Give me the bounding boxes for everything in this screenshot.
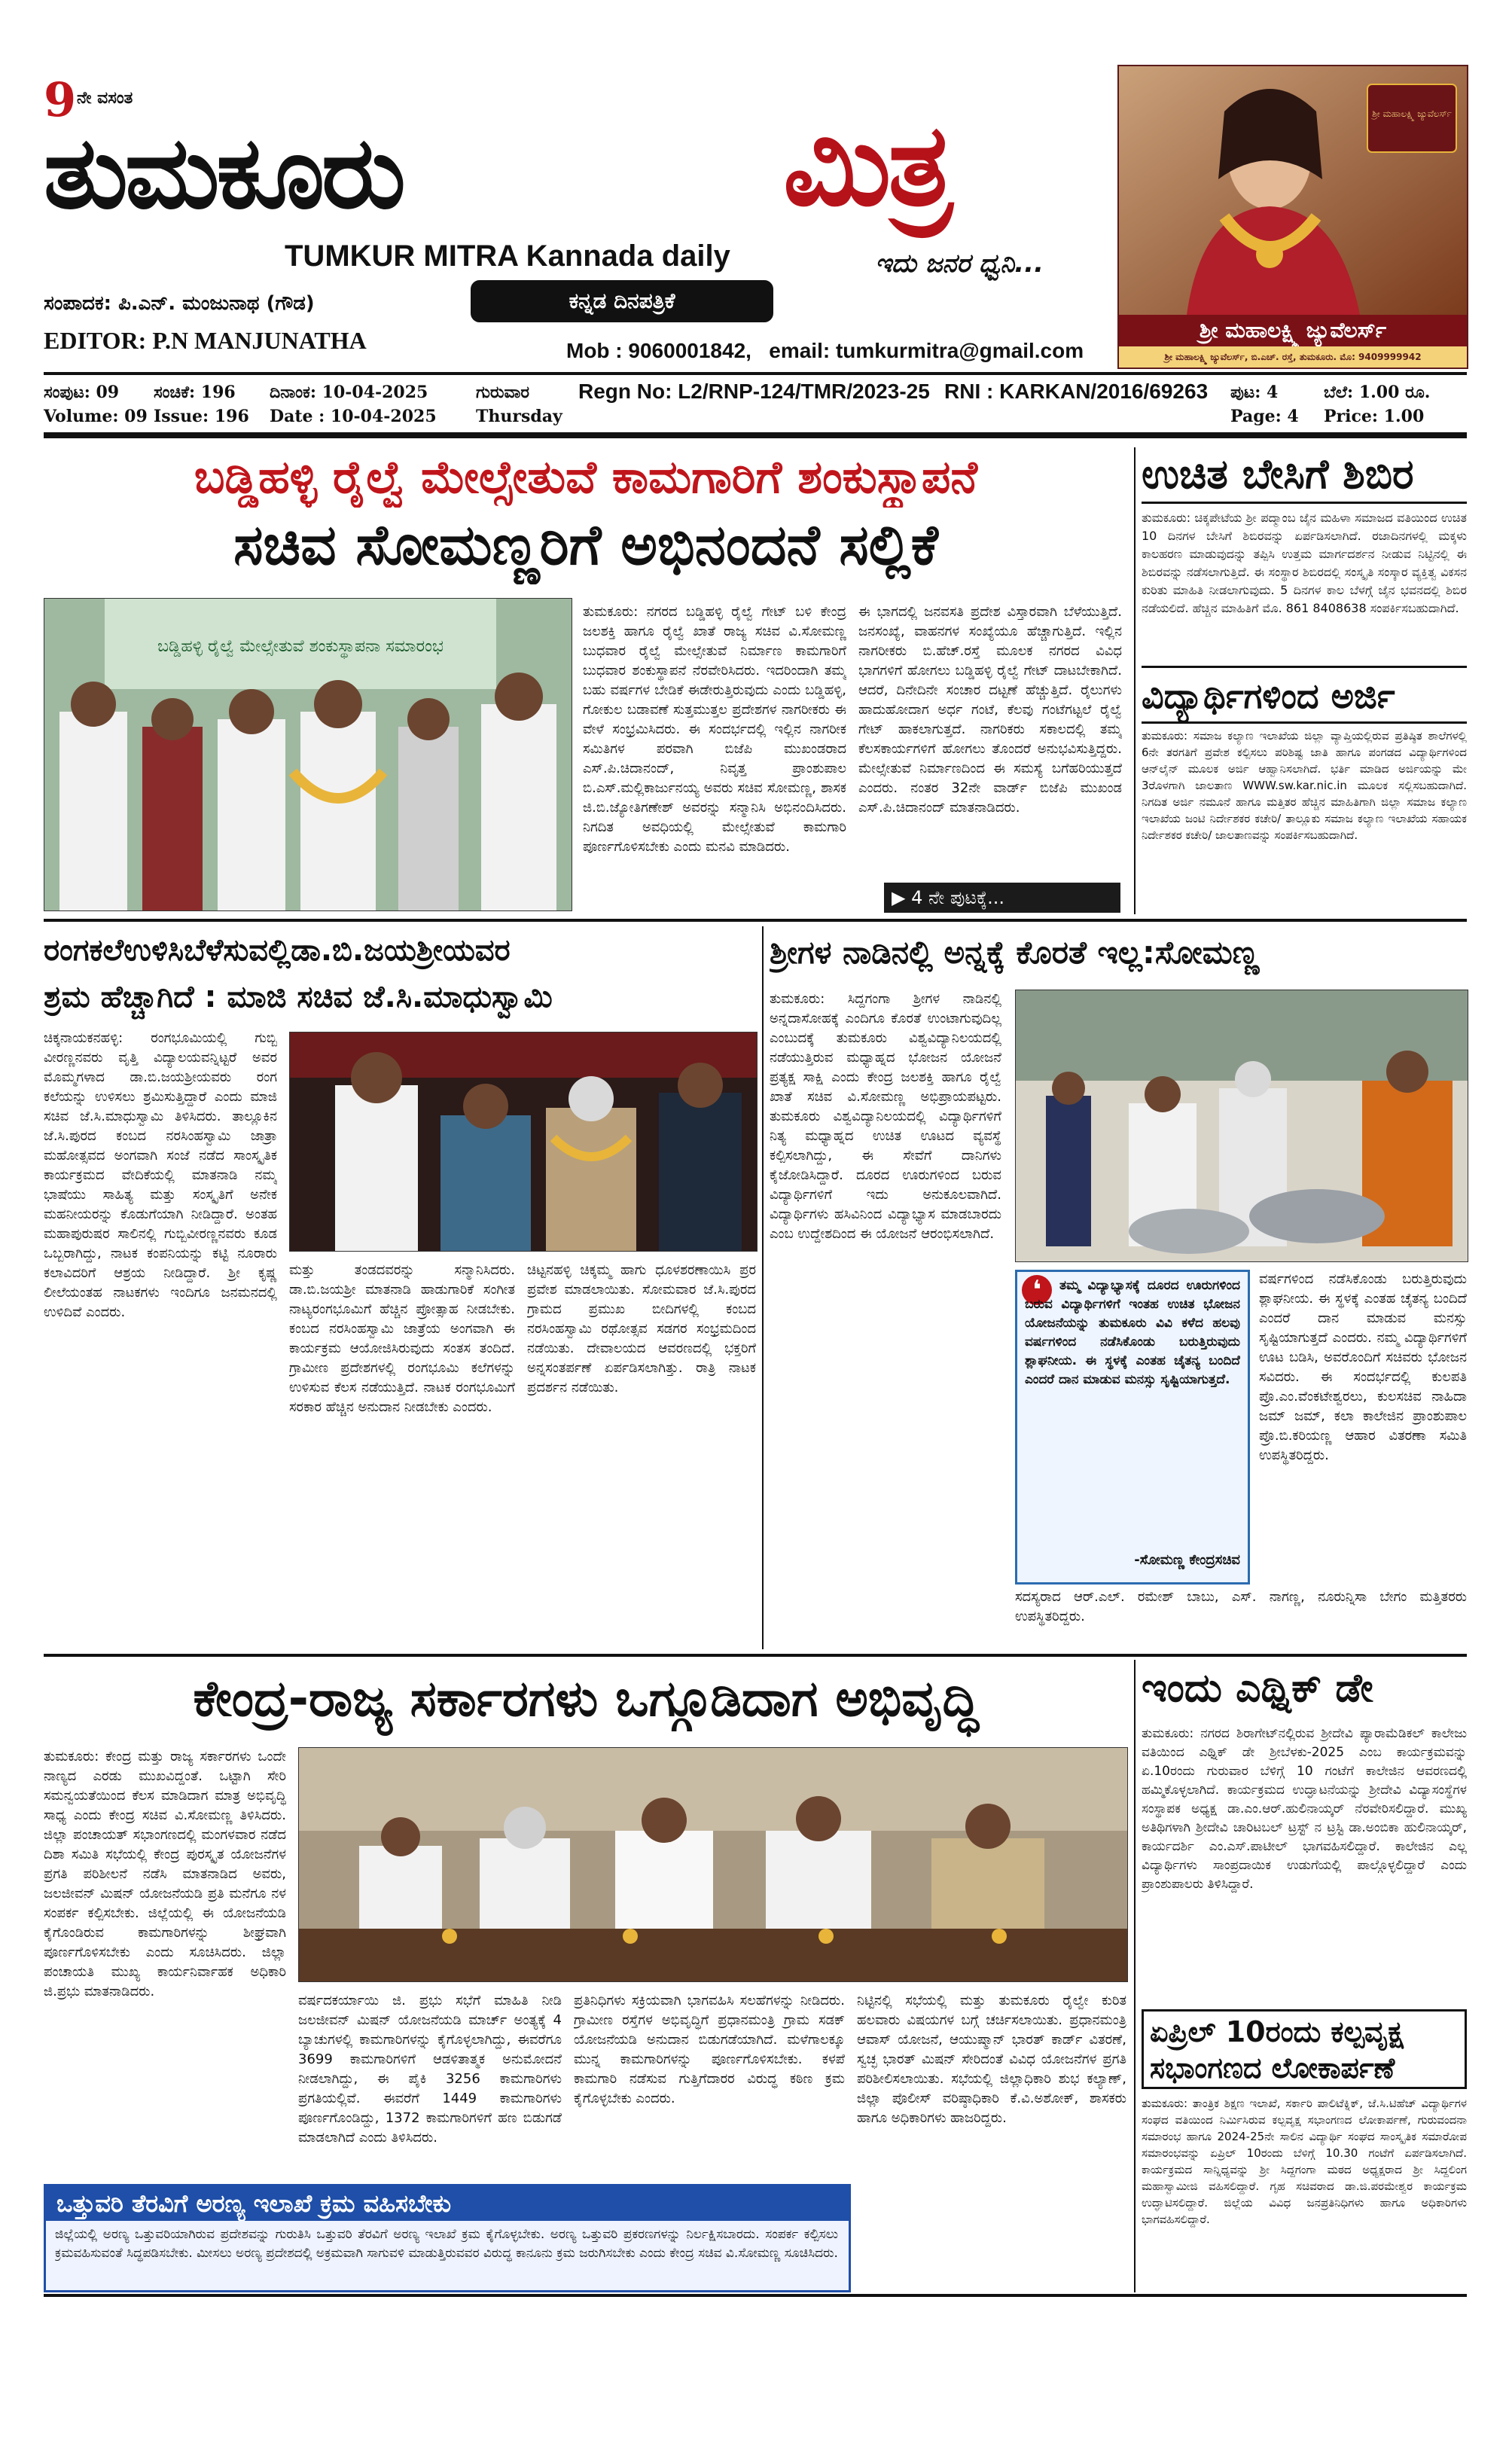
kalpavriksha-headline-line-2: ಸಭಾಂಗಣದ ಲೋಕಾರ್ಪಣೆ	[1150, 2051, 1395, 2085]
camp-headline: ಉಚಿತ ಬೇಸಿಗೆ ಶಿಬಿರ	[1142, 447, 1467, 504]
kalpavriksha-header	[1142, 2009, 1467, 2089]
ethnic-body: ತುಮಕೂರು: ನಗರದ ಶಿರಾಗೇಟ್‌ನಲ್ಲಿರುವ ಶ್ರೀದೇವಿ ಪ್ಯಾರಾಮೆಡಿಕಲ್ ಕಾಲೇಜು ವತಿಯಿಂದ ಎಥ್ನಿಕ್ ಡೇ ಶ್ರೀಬೆಳಕು-2025 ಎಂಬ ಕಾರ್ಯಕ್ರಮವನ್ನು ಏ.10ರಂದು ಗುರುವಾರ ಬೆಳಿಗ್ಗೆ 10 ಗಂಟೆಗೆ ಕಾಲೇಜಿನ ಆವರಣದಲ್ಲಿ ಹಮ್ಮಿಕೊಳ್ಳಲಾಗಿದೆ. ಕಾರ್ಯಕ್ರಮದ ಉದ್ಘಾಟನೆಯನ್ನು ಶ್ರೀದೇವಿ ವಿದ್ಯಾಸಂಸ್ಥೆಗಳ ಸಂಸ್ಥಾಪಕ ಅಧ್ಯಕ್ಷ ಡಾ.ಎಂ.ಆರ್.ಹುಲಿನಾಯ್ಕರ್ ನೆರವೇರಿಸಲಿದ್ದಾರೆ. ಮುಖ್ಯ ಅತಿಥಿಗಳಾಗಿ ಶ್ರೀದೇವಿ ಚಾರಿಟಬಲ್ ಟ್ರಸ್ಟ್ ನ ಟ್ರಸ್ಟಿ ಡಾ.ಅಂಬಿಕಾ ಹುಲಿನಾಯ್ಕರ್, ಕಾರ್ಯದರ್ಶಿ ಎಂ.ಎಸ್.ಪಾಟೀಲ್ ಭಾಗವಹಿಸಲಿದ್ದಾರೆ. ಕಾಲೇಜಿನ ಎಲ್ಲ ವಿದ್ಯಾರ್ಥಿಗಳು ಸಾಂಪ್ರದಾಯಿಕ ಉಡುಗೆಯಲ್ಲಿ ಪಾಲ್ಗೊಳ್ಳಲಿದ್ದಾರೆ ಎಂದು ಪ್ರಾಂಶುಪಾಲರು ತಿಳಿಸಿದ್ದಾರೆ.	[1142, 1726, 1467, 1892]
forest-headline: ಒತ್ತುವರಿ ತೆರವಿಗೆ ಅರಣ್ಯ ಇಲಾಖೆ ಕ್ರಮ ವಹಿಸಬೇಕು	[46, 2186, 851, 2221]
daily-badge: ಕನ್ನಡ ದಿನಪತ್ರಿಕೆ	[471, 280, 773, 322]
ethnic-story	[1142, 1660, 1467, 2006]
kalpavriksha-story	[1142, 2009, 1467, 2292]
lead-column-2: ಈ ಭಾಗದಲ್ಲಿ ಜನವಸತಿ ಪ್ರದೇಶ ವಿಸ್ತಾರವಾಗಿ ಬೆಳೆಯುತ್ತಿದೆ. ಜನಸಂಖ್ಯೆ, ವಾಹನಗಳ ಸಂಖ್ಯೆಯೂ ಹೆಚ್ಚಾಗುತ್ತಿದೆ. ಇಲ್ಲಿನ ನಾಗರೀಕರು ಬಿ.ಹೆಚ್.ರಸ್ತೆ ಮೂಲಕ ನಗರದ ವಿವಿಧ ಭಾಗಗಳಿಗೆ ಹೋಗಲು ಬಡ್ಡಿಹಳ್ಳಿ ರೈಲ್ವೆ ಗೇಟ್ ದಾಟಬೇಕಾಗಿದೆ. ಆದರೆ, ದಿನೇದಿನೇ ಸಂಚಾರ ದಟ್ಟಣೆ ಹೆಚ್ಚುತ್ತಿದೆ. ರೈಲುಗಳು ಹಾದುಹೋದಾಗ ಅರ್ಧ ಗಂಟೆ, ಕೆಲವು ಗಂಟೆಗಟ್ಟಲೆ ರೈಲ್ವೆ ಗೇಟ್ ಹಾಕಲಾಗುತ್ತದೆ. ನಾಗರಿಕರು ಸಕಾಲದಲ್ಲಿ ತಮ್ಮ ಕೆಲಸಕಾರ್ಯಗಳಿಗೆ ಹೋಗಲು ತೊಂದರೆ ಅನುಭವಿಸುತ್ತಿದ್ದರು. ಮೇಲ್ಸೇತುವೆ ನಿರ್ಮಾಣದಿಂದ ಈ ಸಮಸ್ಯೆ ಬಗೆಹರಿಯುತ್ತದೆ ಎಂದರು. ನಂತರ 32ನೇ ವಾರ್ಡ್ ಬಿಜೆಪಿ ಮುಖಂಡ ಎಸ್.ಪಿ.ಚಿದಾನಂದ್ ಮಾತನಾಡಿದರು.	[858, 604, 1122, 816]
theatre-story	[44, 926, 756, 1649]
model-photo	[1119, 66, 1467, 315]
day-kannada: ಗುರುವಾರ	[476, 383, 530, 402]
forest-box	[44, 2184, 851, 2292]
food-quote-text: ತಮ್ಮ ವಿದ್ಯಾಭ್ಯಾಸಕ್ಕೆ ದೂರದ ಊರುಗಳಿಂದ ಬರುವ ವಿದ್ಯಾರ್ಥಿಗಳಿಗೆ ಇಂತಹ ಉಚಿತ ಭೋಜನ ಯೋಜನೆಯನ್ನು ತುಮಕೂರು ವಿವಿ ಕಳೆದ ಹಲವು ವರ್ಷಗಳಿಂದ ನಡೆಸಿಕೊಂಡು ಬರುತ್ತಿರುವುದು ಶ್ಲಾಘನೀಯ. ಈ ಸ್ಥಳಕ್ಕೆ ಎಂತಹ ಚೈತನ್ಯ ಬಂದಿದೆ ಎಂದರೆ ದಾನ ಮಾಡುವ ಮನಸ್ಸು ಸೃಷ್ಟಿಯಾಗುತ್ತದೆ.	[1025, 1278, 1240, 1387]
lead-headline: ಸಚಿವ ಸೋಮಣ್ಣರಿಗೆ ಅಭಿನಂದನೆ ಸಲ್ಲಿಕೆ	[233, 513, 938, 578]
lower-column-rule	[1134, 1660, 1136, 2292]
edition-number: 9	[44, 72, 77, 127]
page-english: Page: 4	[1230, 407, 1299, 426]
quote-mark-icon: ❛	[1022, 1275, 1052, 1305]
info-bar	[44, 377, 1467, 429]
day-english: Thursday	[476, 407, 562, 426]
issue-kannada: ಸಂಚಿಕೆ: 196	[154, 383, 236, 402]
rni-number: RNI : KARKAN/2016/69263	[944, 380, 1209, 403]
theatre-column-2: ಮತ್ತು ತಂಡದವರನ್ನು ಸನ್ಮಾನಿಸಿದರು. ಡಾ.ಬಿ.ಜಯಶ್ರೀ ಮಾತನಾಡಿ ಹಾಡುಗಾರಿಕೆ ಸಂಗೀತ ನಾಟ್ಯರಂಗಭೂಮಿಗೆ ಹೆಚ್ಚಿನ ಪ್ರೋತ್ಸಾಹ ನೀಡಬೇಕು. ಕಂಬದ ನರಸಿಂಹಸ್ವಾಮಿ ಜಾತ್ರೆಯ ಅಂಗವಾಗಿ ಈ ಕಾರ್ಯಕ್ರಮ ಆಯೋಜಿಸಿರುವುದು ಸಂತಸ ತಂದಿದೆ. ಗ್ರಾಮೀಣ ಪ್ರದೇಶಗಳಲ್ಲಿ ರಂಗಭೂಮಿ ಕಲೆಗಳನ್ನು ಉಳಿಸುವ ಕೆಲಸ ನಡೆಯುತ್ತಿದೆ. ನಾಟಕ ರಂಗಭೂಮಿಗೆ ಸರಕಾರ ಹೆಚ್ಚಿನ ಅನುದಾನ ನೀಡಬೇಕು ಎಂದರು.	[289, 1262, 515, 1415]
tagline: ಇದು ಜನರ ಧ್ವನಿ...	[875, 249, 1044, 279]
volume-english: Volume: 09	[44, 407, 148, 426]
edition-label: ನೇ ವಸಂತ	[77, 89, 133, 108]
camp-story	[1142, 447, 1467, 666]
masthead-title-part1: ತುಮಕೂರು	[44, 115, 403, 231]
date-kannada: ದಿನಾಂಕ: 10-04-2025	[270, 383, 428, 402]
middle-column-rule	[762, 926, 764, 1649]
ad-brand-name: ಶ್ರೀ ಮಹಾಲಕ್ಷ್ಮಿ ಜ್ಯುವೆಲರ್ಸ್	[1119, 315, 1467, 346]
development-story	[44, 1660, 1128, 2292]
lead-story	[44, 447, 1128, 914]
students-headline: ವಿದ್ಯಾರ್ಥಿಗಳಿಂದ ಅರ್ಜಿ	[1142, 670, 1467, 724]
development-photo	[298, 1747, 1128, 1982]
development-column-2: ವರ್ಷದಕರ್ಯಾಯಿ ಜಿ. ಪ್ರಭು ಸಭೆಗೆ ಮಾಹಿತಿ ನೀಡಿ ಜಲಜೀವನ್ ಮಿಷನ್ ಯೋಜನೆಯಡಿ ಮಾರ್ಚ್ ಅಂತ್ಯಕ್ಕೆ 4 ಬ್ಯಾಚುಗಳಲ್ಲಿ ಕಾಮಗಾರಿಗಳನ್ನು ಕೈಗೊಳ್ಳಲಾಗಿದ್ದು, ಈವರೆಗೂ 3699 ಕಾಮಗಾರಿಗಳಿಗೆ ಆಡಳಿತಾತ್ಮಕ ಅನುಮೋದನೆ ನೀಡಲಾಗಿದ್ದು, ಈ ಪೈಕಿ 3256 ಕಾಮಗಾರಿಗಳು ಪ್ರಗತಿಯಲ್ಲಿವೆ. ಈವರೆಗೆ 1449 ಕಾಮಗಾರಿಗಳು ಪೂರ್ಣಗೊಂಡಿದ್ದು, 1372 ಕಾಮಗಾರಿಗಳಿಗೆ ಹಣ ಬಿಡುಗಡೆ ಮಾಡಲಾಗಿದೆ ಎಂದು ತಿಳಿಸಿದರು.	[298, 1993, 562, 2146]
ethnic-headline: ಇಂದು ಎಥ್ನಿಕ್ ಡೇ	[1142, 1666, 1373, 1711]
play-icon: ▶	[892, 887, 906, 908]
food-column-2: ವರ್ಷಗಳಿಂದ ನಡೆಸಿಕೊಂಡು ಬರುತ್ತಿರುವುದು ಶ್ಲಾಘನೀಯ. ಈ ಸ್ಥಳಕ್ಕೆ ಎಂತಹ ಚೈತನ್ಯ ಬಂದಿದೆ ಎಂದರೆ ದಾನ ಮಾಡುವ ಮನಸ್ಸು ಸೃಷ್ಟಿಯಾಗುತ್ತದೆ ಎಂದರು. ನಮ್ಮ ವಿದ್ಯಾರ್ಥಿಗಳಿಗೆ ಊಟ ಬಡಿಸಿ, ಅವರೊಂದಿಗೆ ಸಚಿವರು ಭೋಜನ ಸವಿದರು. ಈ ಸಂದರ್ಭದಲ್ಲಿ ಕುಲಪತಿ ಪ್ರೊ.ಎಂ.ವೆಂಕಟೇಶ್ವರಲು, ಕುಲಸಚಿವ ನಾಹಿದಾ ಜಮ್ ಜಮ್, ಕಲಾ ಕಾಲೇಜಿನ ಪ್ರಾಂಶುಪಾಲ ಪ್ರೊ.ಬಿ.ಕರಿಯಣ್ಣ ಆಹಾರ ವಿತರಣಾ ಸಮಿತಿ ಉಪಸ್ಥಿತರಿದ್ದರು.	[1259, 1271, 1467, 1463]
development-column-4: ನಿಟ್ಟಿನಲ್ಲಿ ಸಭೆಯಲ್ಲಿ ಮತ್ತು ತುಮಕೂರು ರೈಲ್ವೇ ಕುರಿತ ಹಲವಾರು ವಿಷಯಗಳ ಬಗ್ಗೆ ಚರ್ಚಿಸಲಾಯಿತು. ಪ್ರಧಾನಮಂತ್ರಿ ಆವಾಸ್ ಯೋಜನೆ, ಆಯುಷ್ಮಾನ್ ಭಾರತ್ ಕಾರ್ಡ್ ವಿತರಣೆ, ಸ್ವಚ್ಛ ಭಾರತ್ ಮಿಷನ್ ಸೇರಿದಂತೆ ವಿವಿಧ ಯೋಜನೆಗಳ ಪ್ರಗತಿ ಪರಿಶೀಲಿಸಲಾಯಿತು. ಸಭೆಯಲ್ಲಿ ಜಿಲ್ಲಾಧಿಕಾರಿ ಶುಭ ಕಲ್ಯಾಣ್, ಜಿಲ್ಲಾ ಪೊಲೀಸ್ ವರಿಷ್ಠಾಧಿಕಾರಿ ಕೆ.ವಿ.ಅಶೋಕ್, ಶಾಸಕರು ಹಾಗೂ ಅಧಿಕಾರಿಗಳು ಹಾಜರಿದ್ದರು.	[857, 1993, 1126, 2126]
masthead	[0, 0, 1512, 374]
section-rule-1	[44, 919, 1467, 922]
ad-logo-text: ಶ್ರೀ ಮಹಾಲಕ್ಷ್ಮಿ ಜ್ಯುವೆಲರ್ಸ್	[1372, 108, 1452, 119]
lead-column-1: ತುಮಕೂರು: ನಗರದ ಬಡ್ಡಿಹಳ್ಳಿ ರೈಲ್ವೆ ಗೇಟ್ ಬಳಿ ಕೇಂದ್ರ ಜಲಶಕ್ತಿ ಹಾಗೂ ರೈಲ್ವೆ ಖಾತೆ ರಾಜ್ಯ ಸಚಿವ ವಿ.ಸೋಮಣ್ಣ ಬುಧವಾರ ರೈಲ್ವೆ ಮೇಲ್ಸೇತುವೆ ನಿರ್ಮಾಣ ಕಾಮಗಾರಿಗೆ ಬುಧವಾರ ಶಂಕುಸ್ಥಾಪನೆ ನೆರವೇರಿಸಿದರು. ಇದರಿಂದಾಗಿ ತಮ್ಮ ಬಹು ವರ್ಷಗಳ ಬೇಡಿಕೆ ಈಡೇರುತ್ತಿರುವುದು ಎಂದು ಬಡ್ಡಿಹಳ್ಳಿ, ಗೋಕುಲ ಬಡಾವಣೆ ಸುತ್ತಮುತ್ತಲ ಪ್ರದೇಶಗಳ ನಾಗರೀಕರು ಈ ವೇಳೆ ಸಂಭ್ರಮಿಸಿದರು. ಈ ಸಂದರ್ಭದಲ್ಲಿ ಇಲ್ಲಿನ ನಾಗರೀಕ ಸಮಿತಿಗಳ ಪರವಾಗಿ ಬಿಜೆಪಿ ಮುಖಂಡರಾದ ಎಸ್.ಪಿ.ಚಿದಾನಂದ್, ನಿವೃತ್ತ ಪ್ರಾಂಶುಪಾಲ ಬಿ.ಎಸ್.ಮಲ್ಲಿಕಾರ್ಜುನಯ್ಯ ಅವರು ಸಚಿವ ಸೋಮಣ್ಣ, ಶಾಸಕ ಜಿ.ಬಿ.ಜ್ಯೋತಿಗಣೇಶ್ ಅವರನ್ನು ಸನ್ಮಾನಿಸಿ ಅಭಿನಂದಿಸಿದರು. ನಿಗದಿತ ಅವಧಿಯಲ್ಲಿ ಮೇಲ್ಸೇತುವೆ ಕಾಮಗಾರಿ ಪೂರ್ಣಗೊಳಿಸಬೇಕು ಎಂದು ಮನವಿ ಮಾಡಿದರು.	[583, 604, 846, 855]
price-kannada: ಬೆಲೆ: 1.00 ರೂ.	[1324, 383, 1431, 402]
theatre-photo	[289, 1032, 758, 1252]
continued-label: 4 ನೇ ಪುಟಕ್ಕೆ...	[911, 887, 1004, 908]
jewellery-advertisement	[1117, 65, 1468, 369]
price-english: Price: 1.00	[1324, 407, 1425, 426]
kalpavriksha-body: ತುಮಕೂರು: ತಾಂತ್ರಿಕ ಶಿಕ್ಷಣ ಇಲಾಖೆ, ಸರ್ಕಾರಿ ಪಾಲಿಟೆಕ್ನಿಕ್, ಜೆ.ಸಿ.ಟಿಹೆಚ್ ವಿದ್ಯಾರ್ಥಿಗಳ ಸಂಘದ ವತಿಯಿಂದ ನಿರ್ಮಿಸಿರುವ ಕಲ್ಪವೃಕ್ಷ ಸಭಾಂಗಣದ ಲೋಕಾರ್ಪಣೆ, ಗುರುವಂದನಾ ಸಮಾರಂಭ ಹಾಗೂ 2024-25ನೇ ಸಾಲಿನ ವಿದ್ಯಾರ್ಥಿ ಸಂಘದ ಸಾಂಸ್ಕೃತಿಕ ಸಮಾರೋಪ ಸಮಾರಂಭವನ್ನು ಏಪ್ರಿಲ್ 10ರಂದು ಬೆಳಿಗ್ಗೆ 10.30 ಗಂಟೆಗೆ ಏರ್ಪಡಿಸಲಾಗಿದೆ. ಕಾರ್ಯಕ್ರಮದ ಸಾನ್ನಿಧ್ಯವನ್ನು ಶ್ರೀ ಸಿದ್ದಗಂಗಾ ಮಠದ ಅಧ್ಯಕ್ಷರಾದ ಶ್ರೀ ಸಿದ್ದಲಿಂಗ ಮಹಾಸ್ವಾಮೀಜಿ ವಹಿಸಲಿದ್ದಾರೆ. ಗೃಹ ಸಚಿವರಾದ ಡಾ.ಜಿ.ಪರಮೇಶ್ವರ ಕಾರ್ಯಕ್ರಮ ಉದ್ಘಾಟಿಸಲಿದ್ದಾರೆ. ಜಿಲ್ಲೆಯ ವಿವಿಧ ಜನಪ್ರತಿನಿಧಿಗಳು ಹಾಗೂ ಅಧಿಕಾರಿಗಳು ಭಾಗವಹಿಸಲಿದ್ದಾರೆ.	[1142, 2097, 1467, 2226]
theatre-headline-line-2: ಶ್ರಮ ಹೆಚ್ಚಾಗಿದೆ : ಮಾಜಿ ಸಚಿವ ಜೆ.ಸಿ.ಮಾಧುಸ್ವಾಮಿ	[44, 980, 553, 1014]
lead-photo-banner: ಬಡ್ಡಿಹಳ್ಳಿ ರೈಲ್ವೆ ಮೇಲ್ಸೇತುವೆ ಶಂಕುಸ್ಥಾಪನಾ ಸಮಾರಂಭ	[157, 637, 444, 656]
food-story	[770, 926, 1467, 1649]
food-photo	[1015, 990, 1468, 1262]
food-closing: ಸದಸ್ಯರಾದ ಆರ್.ಎಲ್. ರಮೇಶ್ ಬಾಬು, ಎಸ್. ನಾಗಣ್ಣ, ನೂರುನ್ನಿಸಾ ಬೇಗಂ ಮತ್ತಿತರರು ಉಪಸ್ಥಿತರಿದ್ದರು.	[1015, 1589, 1467, 1624]
infobar-top-rule	[44, 372, 1467, 375]
food-column-1: ತುಮಕೂರು: ಸಿದ್ದಗಂಗಾ ಶ್ರೀಗಳ ನಾಡಿನಲ್ಲಿ ಅನ್ನದಾಸೋಹಕ್ಕೆ ಎಂದಿಗೂ ಕೊರತೆ ಉಂಟಾಗುವುದಿಲ್ಲ ಎಂಬುದಕ್ಕೆ ತುಮಕೂರು ವಿಶ್ವವಿದ್ಯಾನಿಲಯದಲ್ಲಿ ನಡೆಯುತ್ತಿರುವ ಮಧ್ಯಾಹ್ನದ ಭೋಜನ ಯೋಜನೆ ಪ್ರತ್ಯಕ್ಷ ಸಾಕ್ಷಿ ಎಂದು ಕೇಂದ್ರ ಜಲಶಕ್ತಿ ಹಾಗೂ ರೈಲ್ವೆ ಖಾತೆ ಸಚಿವ ವಿ.ಸೋಮಣ್ಣ ಅಭಿಪ್ರಾಯಪಟ್ಟರು. ತುಮಕೂರು ವಿಶ್ವವಿದ್ಯಾನಿಲಯದಲ್ಲಿ ವಿದ್ಯಾರ್ಥಿಗಳಿಗೆ ನಿತ್ಯ ಮಧ್ಯಾಹ್ನದ ಉಚಿತ ಊಟದ ವ್ಯವಸ್ಥೆ ಕಲ್ಪಿಸಲಾಗಿದ್ದು, ಈ ಸೇವೆಗೆ ದಾನಿಗಳು ಕೈಜೋಡಿಸಿದ್ದಾರೆ. ದೂರದ ಊರುಗಳಿಂದ ಬರುವ ವಿದ್ಯಾರ್ಥಿಗಳಿಗೆ ಇದು ಅನುಕೂಲವಾಗಿದೆ. ವಿದ್ಯಾರ್ಥಿಗಳು ಹಸಿವಿನಿಂದ ವಿದ್ಯಾಭ್ಯಾಸ ಮಾಡಬಾರದು ಎಂಬ ಉದ್ದೇಶದಿಂದ ಈ ಯೋಜನೆ ಆರಂಭಿಸಲಾಗಿದೆ.	[770, 991, 1001, 1242]
ad-address: ಶ್ರೀ ಮಹಾಲಕ್ಷ್ಮಿ ಜ್ಯುವೆಲರ್ಸ್, ಬಿ.ಎಚ್. ರಸ್ತೆ, ತುಮಕೂರು. ಮೊ: 9409999942	[1119, 346, 1467, 368]
contact-line: Mob : 9060001842, email: tumkurmitra@gmail.com	[566, 339, 1084, 362]
footer-rule	[44, 2294, 1467, 2297]
camp-bottom-rule	[1142, 666, 1467, 668]
forest-body: ಜಿಲ್ಲೆಯಲ್ಲಿ ಅರಣ್ಯ ಒತ್ತುವರಿಯಾಗಿರುವ ಪ್ರದೇಶವನ್ನು ಗುರುತಿಸಿ ಒತ್ತುವರಿ ತೆರವಿಗೆ ಅರಣ್ಯ ಇಲಾಖೆ ಕ್ರಮ ಕೈಗೊಳ್ಳಬೇಕು. ಅರಣ್ಯ ಒತ್ತುವರಿ ಪ್ರಕರಣಗಳನ್ನು ನಿರ್ಲಕ್ಷಿಸಬಾರದು. ಸಂಪರ್ಕ ಕಲ್ಪಿಸಲು ಕ್ರಮವಹಿಸುವಂತೆ ಸಿದ್ಧಪಡಿಸಬೇಕು. ಮೀಸಲು ಅರಣ್ಯ ಪ್ರದೇಶದಲ್ಲಿ ಅಕ್ರಮವಾಗಿ ಸಾಗುವಳಿ ಮಾಡುತ್ತಿರುವವರ ವಿರುದ್ಧ ಕಾನೂನು ಕ್ರಮ ಜರುಗಿಸಬೇಕು ಎಂದು ಕೇಂದ್ರ ಸಚಿವ ವಿ.ಸೋಮಣ್ಣ ಸೂಚಿಸಿದರು.	[55, 2227, 838, 2261]
kalpavriksha-headline-line-1: ಏಪ್ರಿಲ್ 10ರಂದು ಕಲ್ಪವೃಕ್ಷ	[1150, 2015, 1404, 2048]
food-quote-attribution: -ಸೋಮಣ್ಣ ಕೇಂದ್ರಸಚಿವ	[1134, 1552, 1240, 1568]
continued-tag	[884, 883, 1120, 913]
masthead-title-part2: ಮಿತ್ರ	[783, 100, 950, 231]
lead-photo	[44, 598, 572, 911]
section-rule-2	[44, 1654, 1467, 1657]
issue-english: Issue: 196	[154, 407, 249, 426]
lead-column-rule	[1134, 447, 1136, 914]
editor-english: EDITOR: P.N MANJUNATHA	[44, 327, 367, 354]
students-story	[1142, 670, 1467, 914]
editor-kannada: ಸಂಪಾದಕ: ಪಿ.ಎನ್. ಮಂಜುನಾಥ (ಗೌಡ)	[44, 292, 315, 315]
food-headline: ಶ್ರೀಗಳ ನಾಡಿನಲ್ಲಿ ಅನ್ನಕ್ಕೆ ಕೊರತೆ ಇಲ್ಲ:ಸೋಮಣ್ಣ	[770, 934, 1260, 971]
english-name: TUMKUR MITRA Kannada daily	[285, 239, 730, 273]
theatre-column-3: ಚಿಟ್ಟನಹಳ್ಳಿ ಚಿಕ್ಕಮ್ಮ ಹಾಗು ಧೂಳಶರಣಾಯಿಸಿ ಪ್ರರ ಪ್ರವೇಶ ಮಾಡಲಾಯಿತು. ಸೋಮವಾರ ಜೆ.ಸಿ.ಪುರದ ಗ್ರಾಮದ ಪ್ರಮುಖ ಬೀದಿಗಳಲ್ಲಿ ಕಂಬದ ನರಸಿಂಹಸ್ವಾಮಿ ರಥೋತ್ಸವ ಸಡಗರ ಸಂಭ್ರಮದಿಂದ ನಡೆಯಿತು. ದೇವಾಲಯದ ಆವರಣದಲ್ಲಿ ಭಕ್ತರಿಗೆ ಅನ್ನಸಂತರ್ಪಣೆ ಏರ್ಪಡಿಸಲಾಗಿತ್ತು. ರಾತ್ರಿ ನಾಟಕ ಪ್ರದರ್ಶನ ನಡೆಯಿತು.	[527, 1262, 756, 1395]
theatre-column-1: ಚಿಕ್ಕನಾಯಕನಹಳ್ಳಿ: ರಂಗಭೂಮಿಯಲ್ಲಿ ಗುಬ್ಬಿ ವೀರಣ್ಣನವರು ವೃತ್ತಿ ವಿದ್ಯಾಲಯವನ್ನಿಟ್ಟರೆ ಅವರ ಮೊಮ್ಮಗಳಾದ ಡಾ.ಬಿ.ಜಯಶ್ರೀಯವರು ರಂಗ ಕಲೆಯನ್ನು ಉಳಿಸಲು ಶ್ರಮಿಸುತ್ತಿದ್ದಾರೆ ಎಂದು ಮಾಜಿ ಸಚಿವ ಜೆ.ಸಿ.ಮಾಧುಸ್ವಾಮಿ ತಿಳಿಸಿದರು. ತಾಲ್ಲೂಕಿನ ಜೆ.ಸಿ.ಪುರದ ಕಂಬದ ನರಸಿಂಹಸ್ವಾಮಿ ಜಾತ್ರಾ ಮಹೋತ್ಸವದ ಅಂಗವಾಗಿ ಸಂಜೆ ನಡೆದ ಸಾಂಸ್ಕೃತಿಕ ಕಾರ್ಯಕ್ರಮದ ವೇದಿಕೆಯಲ್ಲಿ ಮಾತನಾಡಿ ನಮ್ಮ ಭಾಷೆಯು ಸಾಹಿತ್ಯ ಮತ್ತು ಸಂಸ್ಕೃತಿಗೆ ಅನೇಕ ಮಹನೀಯರನ್ನು ಕೊಡುಗೆಯಾಗಿ ನೀಡಿದ್ದಾರೆ. ಅಂತಹ ಮಹಾಪುರುಷರ ಸಾಲಿನಲ್ಲಿ ಗುಬ್ಬಿವೀರಣ್ಣನವರು ಕೂಡ ಒಬ್ಬರಾಗಿದ್ದು, ನಾಟಕ ಕಂಪನಿಯನ್ನು ಕಟ್ಟಿ ನೂರಾರು ಕಲಾವಿದರಿಗೆ ಆಶ್ರಯ ನೀಡಿದ್ದಾರೆ. ಶ್ರೀ ಕೃಷ್ಣ ಲೀಲೆಯಂತಹ ನಾಟಕಗಳು ಇಂದಿಗೂ ಜನಮನದಲ್ಲಿ ಉಳಿದಿವೆ ಎಂದರು.	[44, 1030, 277, 1320]
development-headline: ಕೇಂದ್ರ-ರಾಜ್ಯ ಸರ್ಕಾರಗಳು ಒಗ್ಗೂಡಿದಾಗ ಅಭಿವೃದ್ಧಿ	[193, 1670, 979, 1728]
development-column-1: ತುಮಕೂರು: ಕೇಂದ್ರ ಮತ್ತು ರಾಜ್ಯ ಸರ್ಕಾರಗಳು ಒಂದೇ ನಾಣ್ಯದ ಎರಡು ಮುಖವಿದ್ದಂತೆ. ಒಟ್ಟಾಗಿ ಸೇರಿ ಸಮನ್ವಯತೆಯಿಂದ ಕೆಲಸ ಮಾಡಿದಾಗ ಮಾತ್ರ ಅಭಿವೃದ್ಧಿ ಸಾಧ್ಯ ಎಂದು ಕೇಂದ್ರ ಸಚಿವ ವಿ.ಸೋಮಣ್ಣ ತಿಳಿಸಿದರು. ಜಿಲ್ಲಾ ಪಂಚಾಯತ್ ಸಭಾಂಗಣದಲ್ಲಿ ಮಂಗಳವಾರ ನಡೆದ ದಿಶಾ ಸಮಿತಿ ಸಭೆಯಲ್ಲಿ ಕೇಂದ್ರ ಪುರಸ್ಕೃತ ಯೋಜನೆಗಳ ಪ್ರಗತಿ ಪರಿಶೀಲನೆ ನಡೆಸಿ ಮಾತನಾಡಿದ ಅವರು, ಜಲಜೀವನ್ ಮಿಷನ್ ಯೋಜನೆಯಡಿ ಪ್ರತಿ ಮನೆಗೂ ನಳ ಸಂಪರ್ಕ ಕಲ್ಪಿಸಬೇಕು. ಜಿಲ್ಲೆಯಲ್ಲಿ ಈ ಯೋಜನೆಯಡಿ ಕೈಗೊಂಡಿರುವ ಕಾಮಗಾರಿಗಳನ್ನು ಶೀಘ್ರವಾಗಿ ಪೂರ್ಣಗೊಳಿಸಬೇಕು ಎಂದು ಸೂಚಿಸಿದರು. ಜಿಲ್ಲಾ ಪಂಚಾಯತಿ ಮುಖ್ಯ ಕಾರ್ಯನಿರ್ವಾಹಕ ಅಧಿಕಾರಿ ಜಿ.ಪ್ರಭು ಮಾತನಾಡಿದರು.	[44, 1749, 286, 1999]
camp-body: ತುಮಕೂರು: ಚಿಕ್ಕಪೇಟೆಯ ಶ್ರೀ ಪದ್ಮಾಂಬ ಜೈನ ಮಹಿಳಾ ಸಮಾಜದ ವತಿಯಿಂದ ಉಚಿತ 10 ದಿನಗಳ ಬೇಸಿಗೆ ಶಿಬಿರವನ್ನು ಏರ್ಪಡಿಸಲಾಗಿದೆ. ರಜಾದಿನಗಳಲ್ಲಿ ಮಕ್ಕಳು ಕಾಲಹರಣ ಮಾಡುವುದನ್ನು ತಪ್ಪಿಸಿ ಉತ್ತಮ ಮಾರ್ಗದರ್ಶನ ನೀಡುವ ನಿಟ್ಟಿನಲ್ಲಿ ಈ ಶಿಬಿರವನ್ನು ನಡೆಸಲಾಗುತ್ತಿದೆ. ಈ ಸಂಸ್ಥಾರ ಶಿಬಿರದಲ್ಲಿ ಸಂಸ್ಕೃತಿ ಸಂಸ್ಕಾರ ವ್ಯಕ್ತಿತ್ವ ವಿಕಸನ ಕುರಿತು ಮಾಹಿತಿ ನೀಡಲಾಗುವುದು. 5 ದಿನಗಳ ಕಾಲ ಬೆಳಗ್ಗೆ ಜೈನ ಭವನದಲ್ಲಿ ಶಿಬಿರ ನಡೆಯಲಿದೆ. ಹೆಚ್ಚಿನ ಮಾಹಿತಿಗೆ ಮೊ. 861 8408638 ಸಂಪರ್ಕಿಸಬಹುದಾಗಿದೆ.	[1142, 511, 1467, 615]
development-column-3: ಪ್ರತಿನಿಧಿಗಳು ಸಕ್ರಿಯವಾಗಿ ಭಾಗವಹಿಸಿ ಸಲಹೆಗಳನ್ನು ನೀಡಿದರು. ಗ್ರಾಮೀಣ ರಸ್ತೆಗಳ ಅಭಿವೃದ್ಧಿಗೆ ಪ್ರಧಾನಮಂತ್ರಿ ಗ್ರಾಮ ಸಡಕ್ ಯೋಜನೆಯಡಿ ಅನುದಾನ ಬಿಡುಗಡೆಯಾಗಿದೆ. ಮಳೆಗಾಲಕ್ಕೂ ಮುನ್ನ ಕಾಮಗಾರಿಗಳನ್ನು ಪೂರ್ಣಗೊಳಿಸಬೇಕು. ಕಳಪೆ ಕಾಮಗಾರಿ ನಡೆಸುವ ಗುತ್ತಿಗೆದಾರರ ವಿರುದ್ಧ ಕಠಿಣ ಕ್ರಮ ಕೈಗೊಳ್ಳಬೇಕು ಎಂದರು.	[574, 1993, 845, 2106]
volume-kannada: ಸಂಪುಟ: 09	[44, 383, 120, 402]
page-kannada: ಪುಟ: 4	[1230, 383, 1279, 402]
infobar-bottom-rule	[44, 432, 1467, 438]
students-body: ತುಮಕೂರು: ಸಮಾಜ ಕಲ್ಯಾಣ ಇಲಾಖೆಯ ಜಿಲ್ಲಾ ವ್ಯಾಪ್ತಿಯಲ್ಲಿರುವ ಪ್ರತಿಷ್ಠಿತ ಶಾಲೆಗಳಲ್ಲಿ 6ನೇ ತರಗತಿಗೆ ಪ್ರವೇಶ ಕಲ್ಪಿಸಲು ಪರಿಶಿಷ್ಟ ಜಾತಿ ಹಾಗೂ ಪಂಗಡದ ವಿದ್ಯಾರ್ಥಿಗಳಿಂದ ಆನ್‌ಲೈನ್ ಮೂಲಕ ಅರ್ಜಿ ಆಹ್ವಾನಿಸಲಾಗಿದೆ. ಭರ್ತಿ ಮಾಡಿದ ಅರ್ಜಿಯನ್ನು ಮೇ 3ರೊಳಗಾಗಿ ಜಾಲತಾಣ WWW.sw.kar.nic.in ಮೂಲಕ ಸಲ್ಲಿಸಬಹುದಾಗಿದೆ. ನಿಗದಿತ ಅರ್ಜಿ ನಮೂನೆ ಹಾಗೂ ಮತ್ತಿತರ ಹೆಚ್ಚಿನ ಮಾಹಿತಿಗಾಗಿ ಜಿಲ್ಲಾ ಸಮಾಜ ಕಲ್ಯಾಣ ಇಲಾಖೆಯ ಜಂಟಿ ನಿರ್ದೇಶಕರ ಕಚೇರಿ/ ತಾಲ್ಲೂಕು ಸಮಾಜ ಕಲ್ಯಾಣ ಇಲಾಖೆಯ ಸಹಾಯಕ ನಿರ್ದೇಶಕರ ಕಚೇರಿ/ ಜಾಲತಾಣವನ್ನು ಸಂಪರ್ಕಿಸಬಹುದಾಗಿದೆ.	[1142, 729, 1467, 842]
date-english: Date : 10-04-2025	[270, 407, 437, 426]
lead-kicker: ಬಡ್ಡಿಹಳ್ಳಿ ರೈಲ್ವೆ ಮೇಲ್ಸೇತುವೆ ಕಾಮಗಾರಿಗೆ ಶಂಕುಸ್ಥಾಪನೆ	[194, 451, 978, 504]
theatre-headline-line-1: ರಂಗಕಲೆಉಳಿಸಿಬೆಳೆಸುವಲ್ಲಿಡಾ.ಬಿ.ಜಯಶ್ರೀಯವರ	[44, 933, 511, 968]
registration-number: Regn No: L2/RNP-124/TMR/2023-25	[578, 380, 930, 403]
food-quote-box	[1015, 1270, 1250, 1585]
